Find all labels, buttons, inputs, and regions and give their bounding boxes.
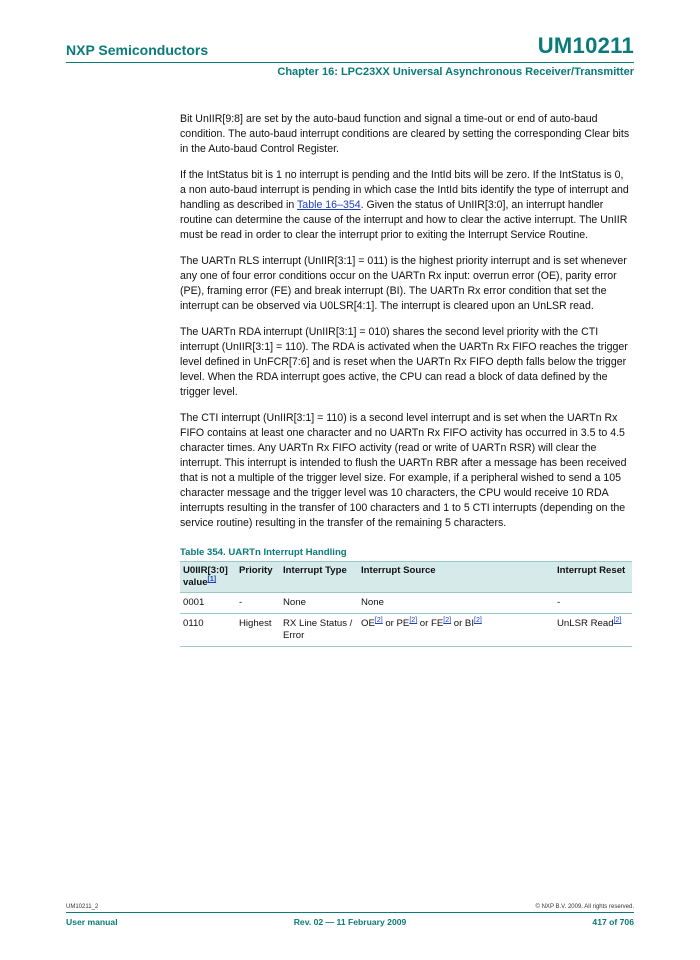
revision-info: Rev. 02 — 11 February 2009 <box>293 917 407 927</box>
paragraph-rda-interrupt: The UARTn RDA interrupt (UnIIR[3:1] = 010) shares the second level priority with the CTI interrupt (UnIIR[3:1] = 110). The RDA is activated when the UARTn Rx FIFO reaches the trigger level defined in UnFCR[7:6] and is reset when the UARTn Rx FIFO depth falls below the trigger level. When the RDA interrupt goes active, the CPU can read a block of data defined by the trigger level. <box>180 326 628 398</box>
company-name: NXP Semiconductors <box>66 42 209 58</box>
footer-divider <box>66 912 634 913</box>
cell-priority: - <box>236 593 280 614</box>
paragraph-text: If the IntStatus bit is 1 no interrupt is pending and the IntId bits will be zero. If the IntStatus is 0, a non auto-baud interrupt is pending in which case the IntId bits identify the type of interrupt and handling as described in <box>180 169 629 211</box>
footnote-link[interactable]: [2] <box>443 616 452 624</box>
paragraph-text: . Given the status of UnIIR[3:0], an interrupt handler routine can determine the cause of the interrupt and how to clear the active interrupt. The UnIIR must be read in order to clear the interrupt prior to exiting the Interrupt Service Routine. <box>180 199 628 241</box>
cell-type: RX Line Status / Error <box>280 614 358 647</box>
main-content <box>180 112 632 647</box>
document-type: User manual <box>66 917 118 927</box>
paragraph-rls-interrupt: The UARTn RLS interrupt (UnIIR[3:1] = 011) is the highest priority interrupt and is set whenever any one of four error conditions occur on the UARTn Rx input: overrun error (OE), parity error (PE), framing error (FE) and break interrupt (BI). The UARTn Rx error condition that set the interrupt can be observed via U0LSR[4:1]. The interrupt is cleared upon an UnLSR read. <box>180 255 627 312</box>
header-interrupt-type: Interrupt Type <box>280 562 358 593</box>
cell-source: None <box>358 593 554 614</box>
cell-priority: Highest <box>236 614 280 647</box>
header-priority: Priority <box>236 562 280 593</box>
table-row <box>180 593 632 614</box>
document-code: UM10211_2 <box>66 904 99 910</box>
footnote-link[interactable]: [2] <box>613 616 622 624</box>
paragraph-intstatus <box>180 168 632 243</box>
table-header-row <box>180 562 632 593</box>
header-iir-value: U0IIR[3:0] value[1] <box>180 562 236 593</box>
footnote-link[interactable]: [2] <box>374 616 383 624</box>
chapter-title: Chapter 16: LPC23XX Universal Asynchronous Receiver/Transmitter <box>277 66 634 78</box>
header-interrupt-source: Interrupt Source <box>358 562 554 593</box>
table-row <box>180 614 632 647</box>
header-divider <box>66 62 634 63</box>
footnote-link[interactable]: [2] <box>474 616 482 624</box>
interrupt-handling-table <box>180 561 632 647</box>
table-reference-link[interactable]: Table 16–354 <box>297 199 361 211</box>
page-number: 417 of 706 <box>592 917 634 927</box>
paragraph-autobaud: Bit UnIIR[9:8] are set by the auto-baud function and signal a time-out or end of auto-baud condition. The auto-baud interrupt conditions are cleared by setting the corresponding Clear bits in the Auto-baud Control Register. <box>180 113 630 155</box>
header-interrupt-reset: Interrupt Reset <box>554 562 632 593</box>
footnote-link[interactable]: [2] <box>409 616 418 624</box>
cell-type: None <box>280 593 358 614</box>
cell-source: OE[2] or PE[2] or FE[2] or BI[2] <box>358 614 554 647</box>
cell-value: 0110 <box>180 614 236 647</box>
paragraph-cti-interrupt: The CTI interrupt (UnIIR[3:1] = 110) is a second level interrupt and is set when the UARTn Rx FIFO contains at least one character and no UARTn Rx FIFO activity has occurred in 3.5 to 4.5 character times. Any UARTn Rx FIFO activity (read or write of UARTn RSR) will clear the interrupt. This interrupt is intended to flush the UARTn RBR after a message has been received that is not a multiple of the trigger level size. For example, if a peripheral wished to send a 105 character message and the trigger level was 10 characters, the CPU would receive 10 RDA interrupts resulting in the transfer of 100 characters and 1 to 5 CTI interrupts (depending on the service routine) resulting in the transfer of the remaining 5 characters. <box>180 412 627 529</box>
cell-reset: UnLSR Read[2] <box>554 614 632 647</box>
document-id: UM10211 <box>537 33 634 58</box>
cell-value: 0001 <box>180 593 236 614</box>
footnote-link[interactable]: [1] <box>207 575 217 583</box>
cell-reset: - <box>554 593 632 614</box>
table-title: Table 354. UARTn Interrupt Handling <box>180 547 347 558</box>
copyright-notice: © NXP B.V. 2009. All rights reserved. <box>535 904 634 910</box>
